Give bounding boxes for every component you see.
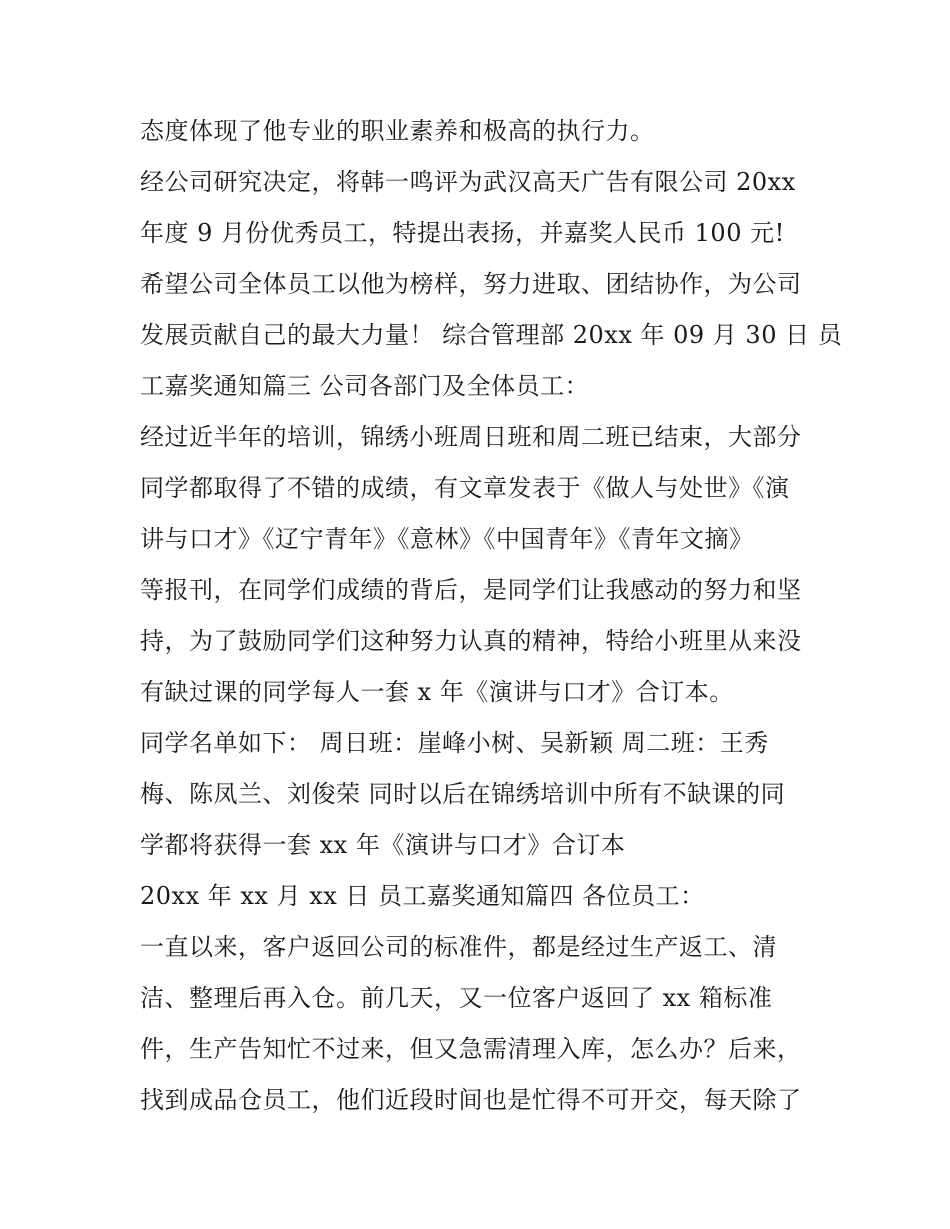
- text-line: 态度体现了他专业的职业素养和极高的执行力。: [140, 117, 655, 145]
- text-line: 经过近半年的培训，锦绣小班周日班和周二班已结束，大部分: [140, 423, 802, 451]
- text-line: 希望公司全体员工以他为榜样，努力进取、团结协作，为公司: [140, 270, 802, 298]
- text-line: 工嘉奖通知篇三 公司各部门及全体员工：: [140, 372, 590, 400]
- text-line: 同学都取得了不错的成绩，有文章发表于《做人与处世》《演: [140, 474, 790, 502]
- text-line: 同学名单如下： 周日班：崖峰小树、吴新颖 周二班：王秀: [140, 729, 769, 757]
- document-body: [140, 106, 843, 1126]
- text-line: 讲与口才》《辽宁青年》《意林》《中国青年》《青年文摘》: [140, 525, 754, 553]
- text-line: 洁、整理后再入仓。前几天，又一位客户返回了 xx 箱标准: [140, 984, 773, 1012]
- text-line: 年度 9 月份优秀员工，特提出表扬，并嘉奖人民币 100 元!: [140, 219, 785, 247]
- text-line: 20xx 年 xx 月 xx 日 员工嘉奖通知篇四 各位员工：: [140, 882, 705, 910]
- text-line: 等报刊，在同学们成绩的背后，是同学们让我感动的努力和坚: [140, 576, 802, 604]
- text-line: 一直以来，客户返回公司的标准件，都是经过生产返工、清: [140, 933, 777, 961]
- text-line: 件，生产告知忙不过来，但又急需清理入库，怎么办？后来，: [140, 1035, 802, 1063]
- text-line: 学都将获得一套 xx 年《演讲与口才》合订本: [140, 831, 626, 859]
- text-line: 发展贡献自己的最大力量！ 综合管理部 20xx 年 09 月 30 日 员: [140, 321, 843, 349]
- text-line: 有缺过课的同学每人一套 x 年《演讲与口才》合订本。: [140, 678, 734, 706]
- text-line: 梅、陈凤兰、刘俊荣 同时以后在锦绣培训中所有不缺课的同: [140, 780, 786, 808]
- text-line: 持，为了鼓励同学们这种努力认真的精神，特给小班里从来没: [140, 627, 802, 655]
- text-line: 找到成品仓员工，他们近段时间也是忙得不可开交，每天除了: [140, 1086, 802, 1114]
- text-line: 经公司研究决定，将韩一鸣评为武汉高天广告有限公司 20xx: [140, 168, 796, 196]
